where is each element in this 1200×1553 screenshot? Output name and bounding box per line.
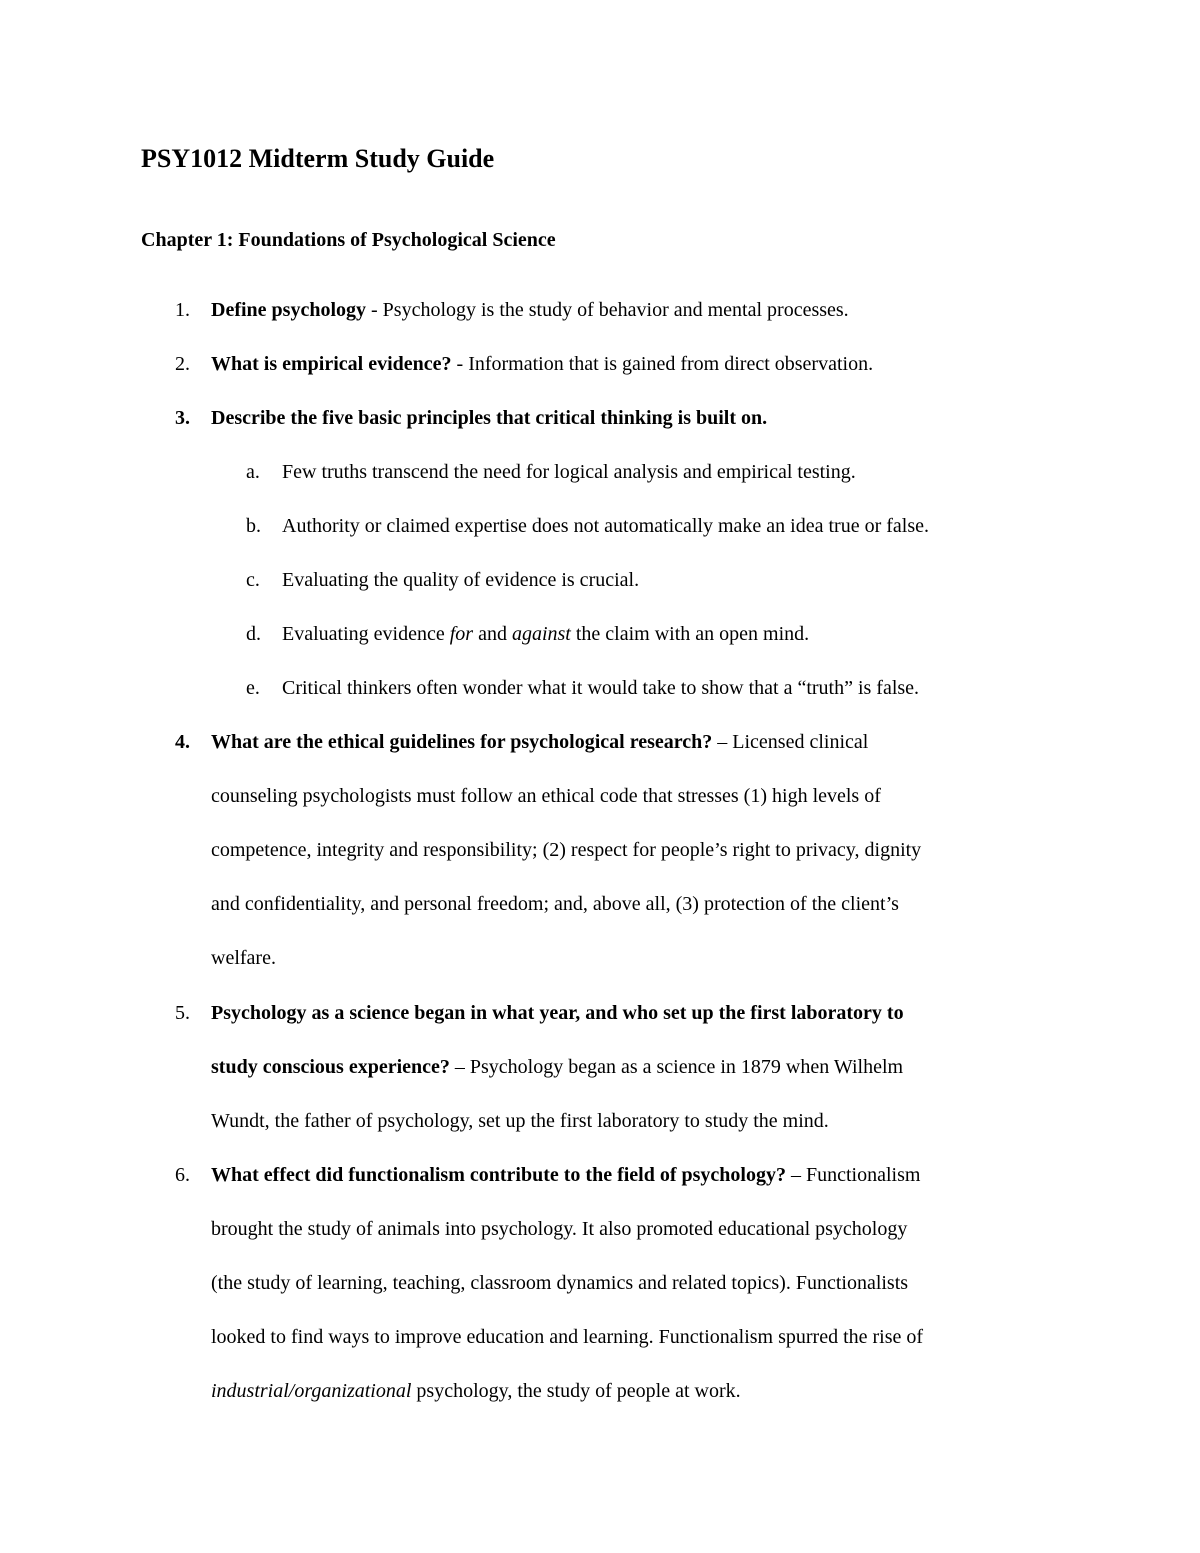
item-line: Wundt, the father of psychology, set up the first laboratory to study the mind.	[211, 1110, 829, 1132]
item-line: (the study of learning, teaching, classroom dynamics and related topics). Functionalists	[211, 1272, 909, 1294]
item-question: Define psychology	[211, 299, 366, 321]
item-content	[211, 337, 1061, 391]
item-answer: psychology, the study of people at work.	[411, 1380, 741, 1402]
item-number: 1.	[175, 299, 190, 321]
sub-item-text: Evaluating the quality of evidence is crucial.	[282, 569, 640, 591]
item-content	[211, 715, 1061, 985]
item-answer: – Psychology began as a science in 1879 when Wilhelm	[449, 1056, 904, 1078]
item-question: Describe the five basic principles that critical thinking is built on.	[211, 407, 768, 429]
item-question: Psychology as a science began in what year, and who set up the first laboratory to	[211, 1002, 904, 1024]
item-number: 2.	[175, 353, 190, 375]
sub-item-letter: d.	[246, 623, 261, 645]
chapter-heading: Chapter 1: Foundations of Psychological Science	[141, 229, 556, 251]
emphasis-for: for	[449, 623, 474, 645]
sub-item-text	[282, 607, 809, 661]
item-answer: - Information that is gained from direct observation.	[451, 353, 874, 375]
sub-item-text-part: and	[473, 623, 512, 645]
item-line	[211, 1148, 1061, 1202]
sub-item-text-part: the claim with an open mind.	[570, 623, 810, 645]
sub-item-letter: c.	[246, 569, 260, 591]
emphasis-against: against	[511, 623, 571, 645]
item-line: counseling psychologists must follow an ethical code that stresses (1) high levels of	[211, 785, 881, 807]
item-answer: – Functionalism	[785, 1164, 921, 1186]
sub-item-text: Critical thinkers often wonder what it would take to show that a “truth” is false.	[282, 677, 920, 699]
item-question: study conscious experience?	[211, 1056, 450, 1078]
item-content	[211, 1148, 1061, 1418]
item-line	[211, 715, 1061, 769]
sub-item-text: Few truths transcend the need for logical analysis and empirical testing.	[282, 461, 856, 483]
emphasis-industrial-organizational: industrial/organizational	[211, 1380, 412, 1402]
sub-item-letter: a.	[246, 461, 260, 483]
item-number: 6.	[175, 1164, 190, 1186]
item-number: 3.	[175, 407, 190, 429]
sub-item-text: Authority or claimed expertise does not automatically make an idea true or false.	[282, 515, 929, 537]
page-title: PSY1012 Midterm Study Guide	[141, 144, 495, 173]
item-number: 5.	[175, 1002, 190, 1024]
item-line	[211, 1364, 1061, 1418]
item-content	[211, 283, 1061, 337]
item-number: 4.	[175, 731, 190, 753]
item-line: brought the study of animals into psychology. It also promoted educational psychology	[211, 1218, 908, 1240]
sub-item-text-part: Evaluating evidence	[282, 623, 450, 645]
item-line: looked to find ways to improve education and learning. Functionalism spurred the rise of	[211, 1326, 924, 1348]
item-answer: - Psychology is the study of behavior and mental processes.	[366, 299, 849, 321]
item-question: What are the ethical guidelines for psychological research?	[211, 731, 713, 753]
item-question: What is empirical evidence?	[211, 353, 452, 375]
item-line	[211, 1040, 1061, 1094]
item-answer: – Licensed clinical	[712, 731, 869, 753]
item-line: competence, integrity and responsibility; (2) respect for people’s right to privacy, dignity	[211, 839, 922, 861]
item-content	[211, 391, 1061, 445]
sub-item-letter: b.	[246, 515, 261, 537]
item-question: What effect did functionalism contribute to the field of psychology?	[211, 1164, 786, 1186]
sub-item-letter: e.	[246, 677, 260, 699]
item-line: welfare.	[211, 947, 276, 969]
item-line: and confidentiality, and personal freedom; and, above all, (3) protection of the client’s	[211, 893, 899, 915]
item-content	[211, 986, 1061, 1148]
